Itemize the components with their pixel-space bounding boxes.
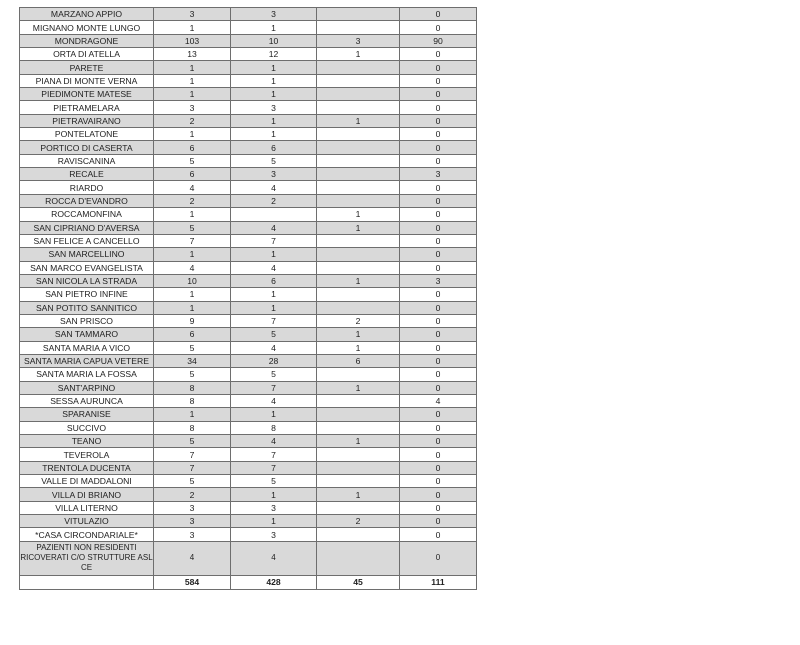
comune-cell: RAVISCANINA	[20, 154, 154, 167]
col2-cell: 5	[231, 368, 317, 381]
total-cell: 7	[154, 234, 231, 247]
col2-cell: 4	[231, 261, 317, 274]
comune-cell: SESSA AURUNCA	[20, 394, 154, 407]
total-cell: 1	[154, 74, 231, 87]
total-cell: 1	[154, 288, 231, 301]
table-row	[20, 221, 477, 234]
col3-cell: 1	[317, 488, 400, 501]
col4-cell: 0	[400, 101, 477, 114]
comune-cell: SAN MARCO EVANGELISTA	[20, 261, 154, 274]
col4-cell: 3	[400, 274, 477, 287]
col3-cell	[317, 475, 400, 488]
comune-cell: RECALE	[20, 168, 154, 181]
col3-cell: 6	[317, 354, 400, 367]
col2-cell: 1	[231, 301, 317, 314]
table-row	[20, 74, 477, 87]
table-row	[20, 261, 477, 274]
municipality-table	[19, 7, 477, 590]
table-row	[20, 328, 477, 341]
total-cell: 4	[154, 181, 231, 194]
total-cell: 8	[154, 381, 231, 394]
col3-cell: 1	[317, 274, 400, 287]
totals-label-cell	[20, 575, 154, 589]
table-row	[20, 8, 477, 21]
comune-cell: PIANA DI MONTE VERNA	[20, 74, 154, 87]
table-row	[20, 114, 477, 127]
col3-cell: 1	[317, 114, 400, 127]
comune-cell: ROCCAMONFINA	[20, 208, 154, 221]
col2-cell: 1	[231, 488, 317, 501]
col3-cell	[317, 8, 400, 21]
col3-cell: 1	[317, 435, 400, 448]
table-row	[20, 541, 477, 575]
col4-cell: 0	[400, 61, 477, 74]
col2-cell: 10	[231, 34, 317, 47]
comune-cell: PIETRAMELARA	[20, 101, 154, 114]
col3-cell: 2	[317, 515, 400, 528]
col2-cell: 7	[231, 381, 317, 394]
totals-cell: 428	[231, 575, 317, 589]
col3-cell: 1	[317, 328, 400, 341]
col3-cell	[317, 368, 400, 381]
col4-cell: 0	[400, 181, 477, 194]
table-row	[20, 48, 477, 61]
col3-cell	[317, 528, 400, 541]
col4-cell: 0	[400, 461, 477, 474]
col4-cell: 0	[400, 208, 477, 221]
col2-cell: 1	[231, 74, 317, 87]
col4-cell: 0	[400, 234, 477, 247]
total-cell: 2	[154, 194, 231, 207]
col2-cell: 8	[231, 421, 317, 434]
col4-cell: 0	[400, 248, 477, 261]
table-row	[20, 208, 477, 221]
col2-cell: 7	[231, 448, 317, 461]
col3-cell	[317, 408, 400, 421]
table-row	[20, 168, 477, 181]
col2-cell: 1	[231, 408, 317, 421]
col2-cell: 7	[231, 461, 317, 474]
comune-cell: PIEDIMONTE MATESE	[20, 88, 154, 101]
col3-cell	[317, 541, 400, 575]
col4-cell: 0	[400, 141, 477, 154]
col4-cell: 0	[400, 528, 477, 541]
col3-cell	[317, 421, 400, 434]
col2-cell: 1	[231, 288, 317, 301]
comune-cell: MIGNANO MONTE LUNGO	[20, 21, 154, 34]
col4-cell: 0	[400, 435, 477, 448]
comune-cell: PONTELATONE	[20, 128, 154, 141]
total-cell: 1	[154, 301, 231, 314]
col4-cell: 0	[400, 288, 477, 301]
table-row	[20, 354, 477, 367]
col3-cell	[317, 394, 400, 407]
col4-cell: 0	[400, 154, 477, 167]
col4-cell: 0	[400, 408, 477, 421]
total-cell: 5	[154, 368, 231, 381]
col4-cell: 0	[400, 421, 477, 434]
table-row	[20, 194, 477, 207]
table-row	[20, 34, 477, 47]
table-row	[20, 381, 477, 394]
col4-cell: 4	[400, 394, 477, 407]
col2-cell: 28	[231, 354, 317, 367]
col4-cell: 0	[400, 261, 477, 274]
comune-cell: SUCCIVO	[20, 421, 154, 434]
table-row	[20, 274, 477, 287]
total-cell: 1	[154, 61, 231, 74]
total-cell: 5	[154, 221, 231, 234]
col2-cell: 3	[231, 168, 317, 181]
total-cell: 5	[154, 154, 231, 167]
table-row	[20, 501, 477, 514]
col3-cell: 1	[317, 208, 400, 221]
total-cell: 1	[154, 208, 231, 221]
total-cell: 1	[154, 21, 231, 34]
col4-cell: 0	[400, 541, 477, 575]
col4-cell: 0	[400, 354, 477, 367]
col2-cell: 1	[231, 61, 317, 74]
col2-cell: 1	[231, 21, 317, 34]
col2-cell: 5	[231, 328, 317, 341]
col3-cell	[317, 181, 400, 194]
comune-cell: SANT'ARPINO	[20, 381, 154, 394]
col3-cell	[317, 74, 400, 87]
comune-cell: TRENTOLA DUCENTA	[20, 461, 154, 474]
col4-cell: 0	[400, 194, 477, 207]
col3-cell: 1	[317, 381, 400, 394]
total-cell: 1	[154, 88, 231, 101]
col4-cell: 0	[400, 381, 477, 394]
col2-cell: 3	[231, 501, 317, 514]
comune-cell: VILLA LITERNO	[20, 501, 154, 514]
total-cell: 10	[154, 274, 231, 287]
total-cell: 3	[154, 515, 231, 528]
col2-cell: 4	[231, 181, 317, 194]
table-row	[20, 88, 477, 101]
col4-cell: 0	[400, 475, 477, 488]
table-row	[20, 154, 477, 167]
col3-cell	[317, 141, 400, 154]
table-row	[20, 128, 477, 141]
table-row	[20, 181, 477, 194]
total-cell: 8	[154, 394, 231, 407]
table-row	[20, 141, 477, 154]
col3-cell	[317, 501, 400, 514]
table-row	[20, 234, 477, 247]
col2-cell: 1	[231, 114, 317, 127]
table-row	[20, 475, 477, 488]
comune-cell: TEANO	[20, 435, 154, 448]
col4-cell: 0	[400, 368, 477, 381]
table-row	[20, 21, 477, 34]
comune-cell: PIETRAVAIRANO	[20, 114, 154, 127]
col4-cell: 0	[400, 515, 477, 528]
col4-cell: 0	[400, 21, 477, 34]
col3-cell	[317, 21, 400, 34]
col4-cell: 0	[400, 88, 477, 101]
table-row	[20, 248, 477, 261]
col2-cell: 4	[231, 221, 317, 234]
comune-cell: *CASA CIRCONDARIALE*	[20, 528, 154, 541]
comune-cell: PORTICO DI CASERTA	[20, 141, 154, 154]
col3-cell: 2	[317, 314, 400, 327]
comune-cell: SAN CIPRIANO D'AVERSA	[20, 221, 154, 234]
totals-row	[20, 575, 477, 589]
totals-cell: 584	[154, 575, 231, 589]
col2-cell: 5	[231, 154, 317, 167]
col3-cell: 1	[317, 341, 400, 354]
total-cell: 8	[154, 421, 231, 434]
comune-cell: TEVEROLA	[20, 448, 154, 461]
col4-cell: 0	[400, 128, 477, 141]
totals-cell: 111	[400, 575, 477, 589]
col2-cell	[231, 208, 317, 221]
table-row	[20, 301, 477, 314]
col3-cell	[317, 261, 400, 274]
comune-cell: SANTA MARIA LA FOSSA	[20, 368, 154, 381]
total-cell: 6	[154, 141, 231, 154]
table-row	[20, 341, 477, 354]
table-body	[20, 8, 477, 590]
total-cell: 7	[154, 461, 231, 474]
table-row	[20, 421, 477, 434]
comune-cell: SAN TAMMARO	[20, 328, 154, 341]
total-cell: 7	[154, 448, 231, 461]
col3-cell	[317, 101, 400, 114]
comune-cell: PAZIENTI NON RESIDENTI RICOVERATI C/O STRUTTURE ASL CE	[20, 541, 154, 575]
table-row	[20, 515, 477, 528]
total-cell: 3	[154, 501, 231, 514]
col4-cell: 0	[400, 221, 477, 234]
col2-cell: 12	[231, 48, 317, 61]
total-cell: 2	[154, 488, 231, 501]
col2-cell: 6	[231, 274, 317, 287]
table-row	[20, 528, 477, 541]
col2-cell: 6	[231, 141, 317, 154]
total-cell: 2	[154, 114, 231, 127]
table-row	[20, 488, 477, 501]
total-cell: 3	[154, 101, 231, 114]
col3-cell	[317, 248, 400, 261]
total-cell: 6	[154, 168, 231, 181]
col4-cell: 0	[400, 501, 477, 514]
col4-cell: 0	[400, 114, 477, 127]
col4-cell: 0	[400, 328, 477, 341]
total-cell: 9	[154, 314, 231, 327]
col4-cell: 0	[400, 8, 477, 21]
total-cell: 3	[154, 528, 231, 541]
comune-cell: ROCCA D'EVANDRO	[20, 194, 154, 207]
col2-cell: 4	[231, 541, 317, 575]
comune-cell: SAN FELICE A CANCELLO	[20, 234, 154, 247]
table-row	[20, 61, 477, 74]
total-cell: 4	[154, 261, 231, 274]
col4-cell: 0	[400, 341, 477, 354]
total-cell: 34	[154, 354, 231, 367]
col2-cell: 4	[231, 341, 317, 354]
col2-cell: 4	[231, 435, 317, 448]
total-cell: 6	[154, 328, 231, 341]
comune-cell: SANTA MARIA CAPUA VETERE	[20, 354, 154, 367]
table-row	[20, 435, 477, 448]
col2-cell: 5	[231, 475, 317, 488]
col3-cell: 1	[317, 48, 400, 61]
table-row	[20, 314, 477, 327]
col4-cell: 3	[400, 168, 477, 181]
col3-cell: 1	[317, 221, 400, 234]
col2-cell: 7	[231, 234, 317, 247]
comune-cell: RIARDO	[20, 181, 154, 194]
col3-cell	[317, 234, 400, 247]
col3-cell	[317, 61, 400, 74]
comune-cell: VALLE DI MADDALONI	[20, 475, 154, 488]
comune-cell: PARETE	[20, 61, 154, 74]
col2-cell: 4	[231, 394, 317, 407]
comune-cell: ORTA DI ATELLA	[20, 48, 154, 61]
col2-cell: 1	[231, 128, 317, 141]
col3-cell	[317, 288, 400, 301]
total-cell: 1	[154, 248, 231, 261]
col3-cell: 3	[317, 34, 400, 47]
totals-cell: 45	[317, 575, 400, 589]
total-cell: 13	[154, 48, 231, 61]
col4-cell: 90	[400, 34, 477, 47]
table-row	[20, 368, 477, 381]
col3-cell	[317, 301, 400, 314]
comune-cell: VILLA DI BRIANO	[20, 488, 154, 501]
col2-cell: 1	[231, 88, 317, 101]
col3-cell	[317, 128, 400, 141]
col3-cell	[317, 448, 400, 461]
total-cell: 5	[154, 341, 231, 354]
comune-cell: SAN PRISCO	[20, 314, 154, 327]
comune-cell: SAN PIETRO INFINE	[20, 288, 154, 301]
col4-cell: 0	[400, 488, 477, 501]
comune-cell: SAN POTITO SANNITICO	[20, 301, 154, 314]
col3-cell	[317, 88, 400, 101]
total-cell: 4	[154, 541, 231, 575]
col3-cell	[317, 168, 400, 181]
col2-cell: 3	[231, 8, 317, 21]
table-row	[20, 288, 477, 301]
total-cell: 1	[154, 128, 231, 141]
col2-cell: 3	[231, 528, 317, 541]
table-row	[20, 461, 477, 474]
col4-cell: 0	[400, 74, 477, 87]
col2-cell: 7	[231, 314, 317, 327]
comune-cell: SAN NICOLA LA STRADA	[20, 274, 154, 287]
total-cell: 5	[154, 475, 231, 488]
table-row	[20, 101, 477, 114]
comune-cell: MARZANO APPIO	[20, 8, 154, 21]
table-row	[20, 394, 477, 407]
table-row	[20, 448, 477, 461]
comune-cell: SANTA MARIA A VICO	[20, 341, 154, 354]
total-cell: 103	[154, 34, 231, 47]
col4-cell: 0	[400, 448, 477, 461]
col2-cell: 1	[231, 248, 317, 261]
col3-cell	[317, 154, 400, 167]
comune-cell: SPARANISE	[20, 408, 154, 421]
comune-cell: SAN MARCELLINO	[20, 248, 154, 261]
total-cell: 5	[154, 435, 231, 448]
total-cell: 1	[154, 408, 231, 421]
total-cell: 3	[154, 8, 231, 21]
col3-cell	[317, 194, 400, 207]
comune-cell: MONDRAGONE	[20, 34, 154, 47]
comune-cell: VITULAZIO	[20, 515, 154, 528]
col4-cell: 0	[400, 314, 477, 327]
table-row	[20, 408, 477, 421]
col2-cell: 3	[231, 101, 317, 114]
col4-cell: 0	[400, 48, 477, 61]
col3-cell	[317, 461, 400, 474]
col4-cell: 0	[400, 301, 477, 314]
col2-cell: 1	[231, 515, 317, 528]
col2-cell: 2	[231, 194, 317, 207]
